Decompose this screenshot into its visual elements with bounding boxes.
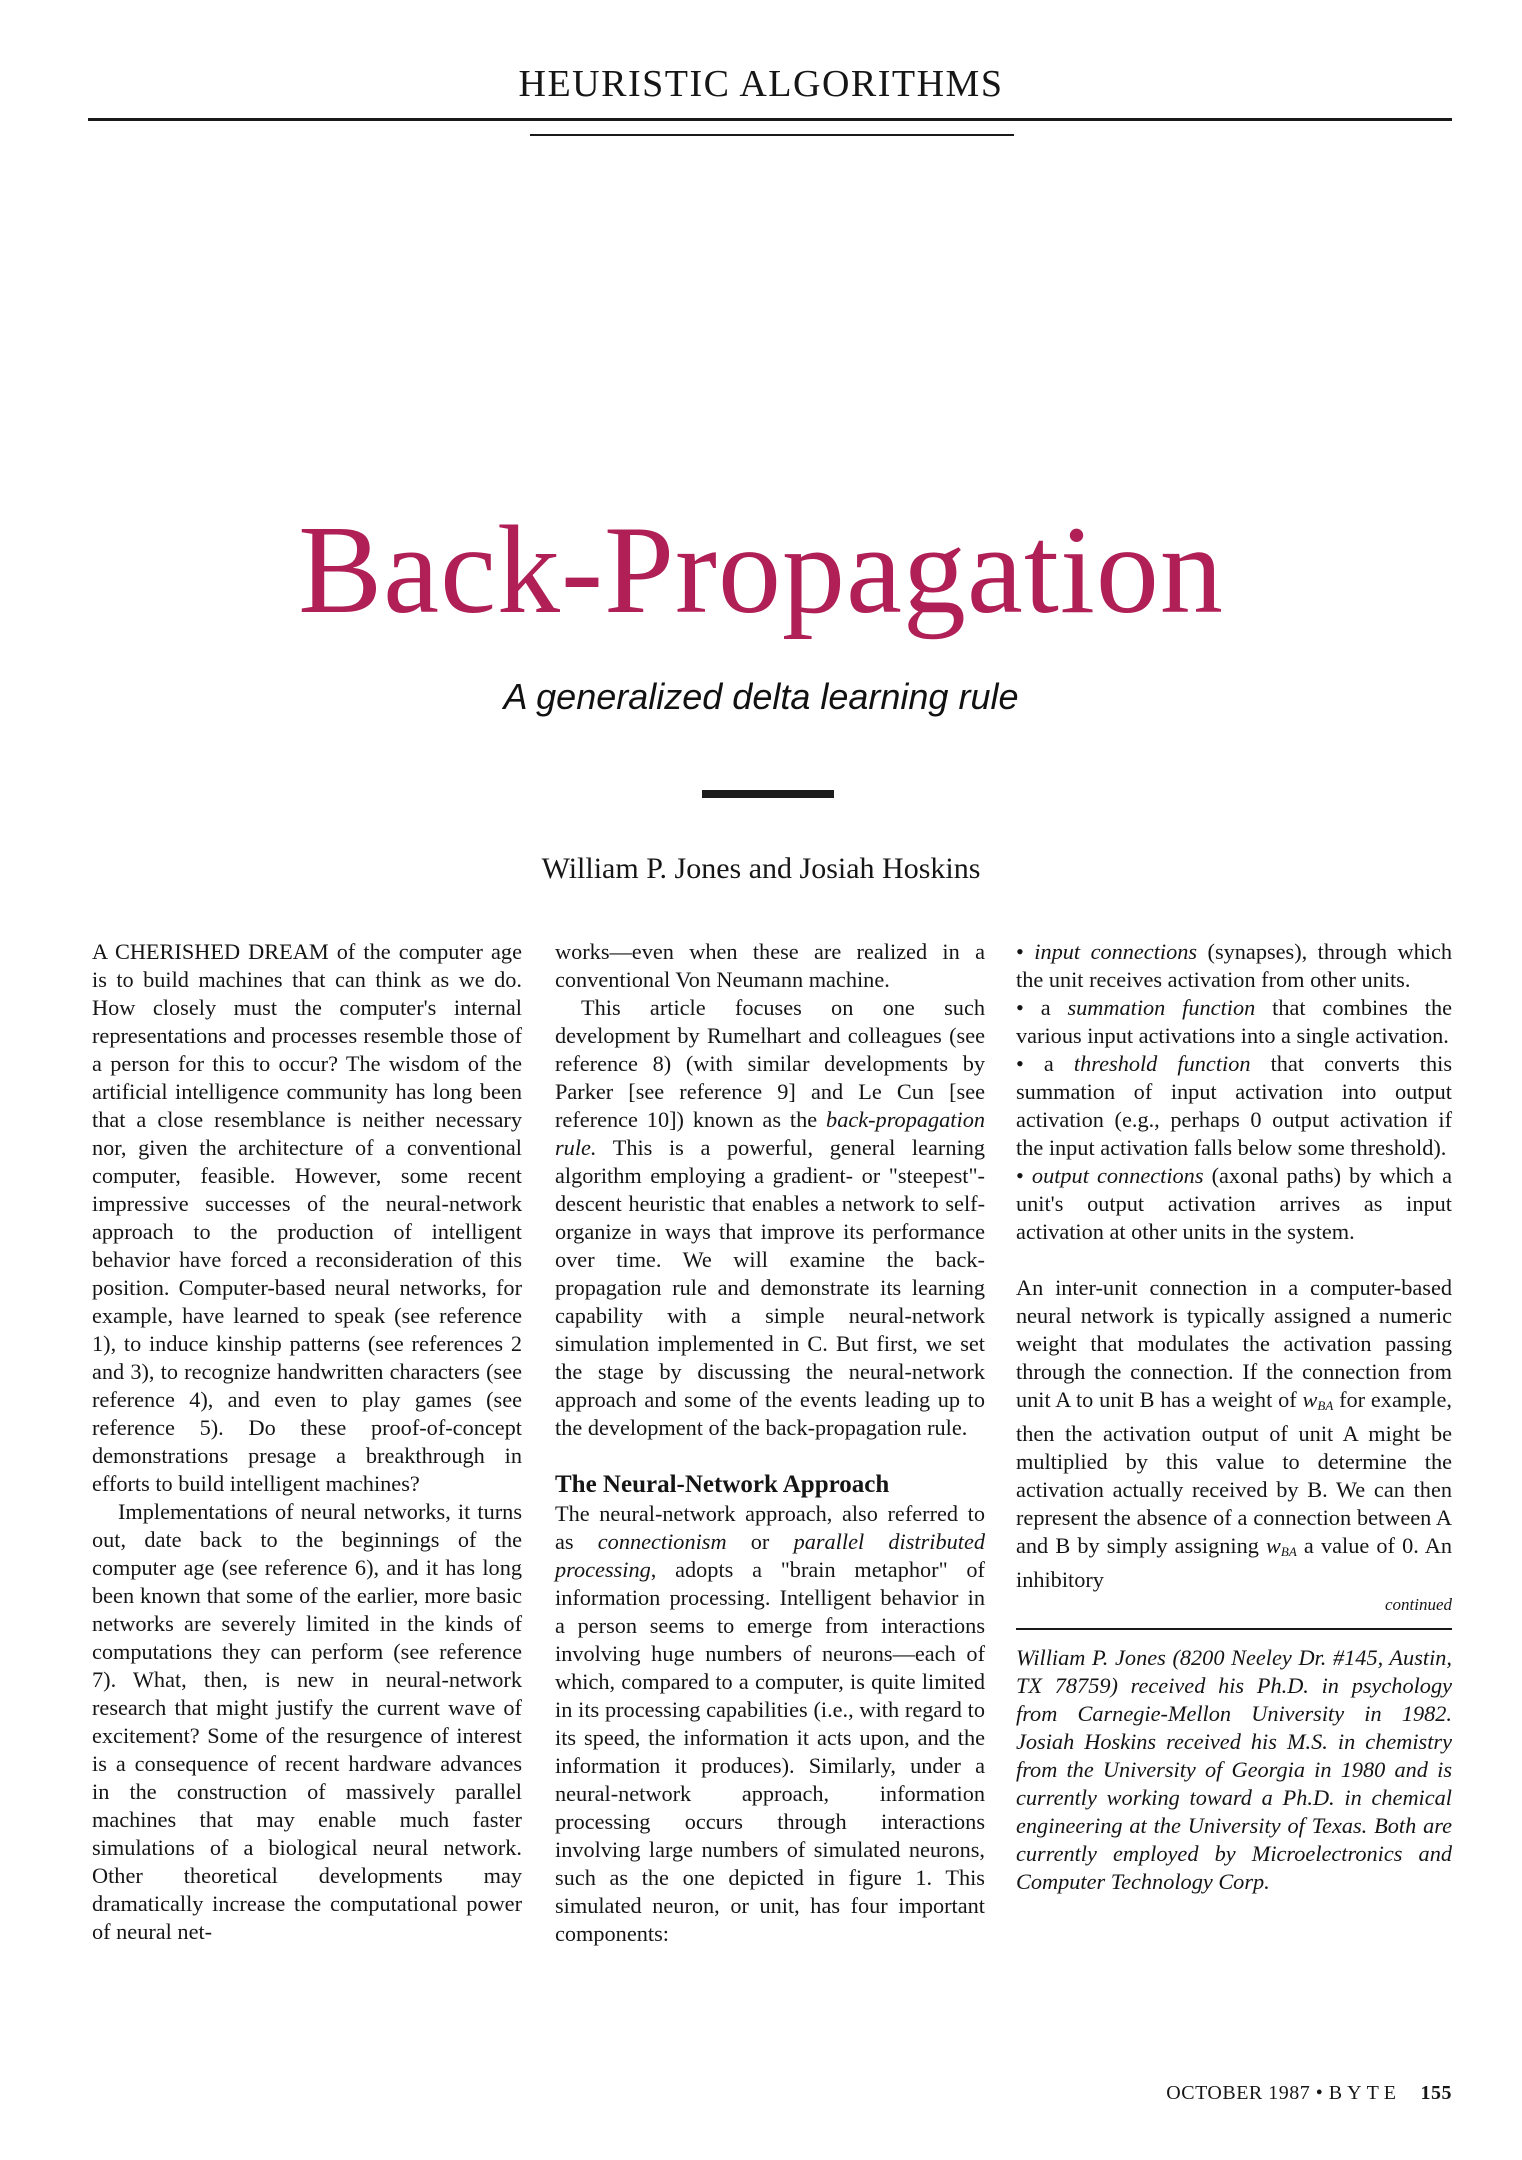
emphasis: output connections <box>1031 1163 1204 1188</box>
paragraph-text: for example, then the activation output of unit A might be multiplied by this value to determine the activation actually received by B. We can then represent the absence of a connection between A and B by simply assigning <box>1016 1387 1453 1558</box>
magazine-name: BYTE <box>1328 2082 1401 2104</box>
section-header: HEURISTIC ALGORITHMS <box>518 63 1004 105</box>
paragraph-text: , adopts a "brain metaphor" of information processing. Intelligent behavior in a person seems to emerge from interactions involving huge numbers of neurons—each of which, compared to a computer, is quite limited in its processing capabilities (i.e., with regard to its speed, the information it acts upon, and the information it produces). Similarly, under a neural-network approach, information processing occurs through interactions involving large numbers of simulated neurons, such as the one depicted in figure 1. This simulated neuron, or unit, has four important components: <box>555 1557 985 1946</box>
paragraph-text: This is a powerful, general learning algorithm employing a gradient- or "steepest"-descent heuristic that enables a network to self-organize in ways that improve its performance over time. We will examine the back-propagation rule and demonstrate its learning capability with a simple neural-network simulation implemented in C. But first, we set the stage by discussing the neural-network approach and some of the events leading up to the development of the back-propagation rule. <box>555 1135 985 1440</box>
paragraph-text: (synapses), through which the unit receives activation from other units. <box>1016 939 1452 992</box>
emphasis: connectionism <box>597 1529 727 1554</box>
paragraph-text: that combines the various input activations into a single activation. <box>1016 995 1452 1048</box>
paragraph <box>1016 1274 1452 1594</box>
paragraph-text: This article focuses on one such development by Rumelhart and colleagues (see reference 8) (with similar developments by Parker [see reference 9] and Le Cun [see reference 10]) known as the <box>555 995 985 1132</box>
byline: William P. Jones and Josiah Hoskins <box>541 852 981 885</box>
weight-letter: w <box>1302 1387 1318 1412</box>
bullet-item <box>1016 1050 1452 1162</box>
paragraph-text: that converts this summation of input activation into output activation (e.g., perhaps 0 output activation if the input activation falls below some threshold). <box>1016 1051 1452 1160</box>
page-number: 155 <box>1420 2082 1452 2104</box>
paragraph-text: An inter-unit connection in a computer-based neural network is typically assigned a numeric weight that modulates the activation passing through the connection. If the connection from unit A to unit B has a weight of <box>1016 1275 1452 1412</box>
page-footer <box>1166 2082 1452 2105</box>
paragraph-text: or <box>726 1529 794 1554</box>
header-underline <box>530 134 1014 136</box>
emphasis: parallel distributed processing <box>555 1529 985 1582</box>
bullet-icon: • <box>1016 939 1024 964</box>
header-rule <box>88 118 1452 121</box>
bullet-icon: • <box>1016 995 1024 1020</box>
weight-symbol <box>1266 1533 1297 1558</box>
issue-date: OCTOBER 1987 <box>1166 2082 1311 2104</box>
weight-subscript: BA <box>1280 1544 1297 1559</box>
paragraph-text: of the computer age is to build machines that can think as we do. How closely must the computer's internal representations and processes resemble those of a person for this to occur? The wisdom of the artificial intelligence community has long been that a close resemblance is neither necessary nor, given the architecture of a conventional computer, feasible. However, some recent impressive successes of the neural-network approach to the production of intelligent behavior have forced a reconsideration of this position. Computer-based neural networks, for example, have learned to speak (see reference 1), to induce kinship patterns (see references 2 and 3), to recognize handwritten characters (see reference 4), and even to play games (see reference 5). Do these proof-of-concept demonstrations presage a breakthrough in efforts to build intelligent machines? <box>92 939 522 1496</box>
section-heading: The Neural-Network Approach <box>555 1471 890 1498</box>
emphasis: input connections <box>1034 939 1198 964</box>
bullet-item <box>1016 938 1452 994</box>
column-2 <box>555 938 985 1948</box>
article-subtitle: A generalized delta learning rule <box>503 676 1019 717</box>
paragraph-text: (axonal paths) by which a unit's output activation arrives as input activation at other units in the system. <box>1016 1163 1453 1244</box>
weight-subscript: BA <box>1317 1398 1334 1413</box>
weight-symbol <box>1303 1387 1334 1412</box>
paragraph: Implementations of neural networks, it turns out, date back to the beginnings of the computer age (see reference 6), and it has long been known that some of the earlier, more basic networks are severely limited in the kinds of computations they can perform (see reference 7). What, then, is new in neural-network research that might justify the current wave of excitement? Some of the resurgence of interest is a consequence of recent hardware advances in the construction of massively parallel machines that may enable much faster simulations of a biological neural network. Other theoretical developments may dramatically increase the computational power of neural net- <box>92 1499 522 1944</box>
paragraph: works—even when these are realized in a conventional Von Neumann machine. <box>555 939 985 992</box>
column-1 <box>92 938 522 1946</box>
paragraph <box>555 1500 985 1948</box>
weight-letter: w <box>1266 1533 1281 1558</box>
bullet-item <box>1016 1162 1452 1246</box>
paragraph-text: a <box>1043 1051 1074 1076</box>
lead-in: A CHERISHED DREAM <box>92 939 329 964</box>
bullet-icon: • <box>1016 1051 1024 1076</box>
paragraph <box>92 938 522 1498</box>
emphasis: summation function <box>1067 995 1256 1020</box>
separator-dot: • <box>1315 2082 1324 2104</box>
paragraph-text: The neural-network approach, also referred to as <box>555 1501 985 1554</box>
column-3 <box>1016 938 1452 1896</box>
bullet-item <box>1016 994 1452 1050</box>
emphasis: back-propagation rule. <box>555 1107 985 1160</box>
bullet-icon: • <box>1016 1163 1024 1188</box>
paragraph-text: a value of 0. An inhibitory <box>1016 1533 1452 1592</box>
emphasis: threshold function <box>1073 1051 1251 1076</box>
bio-divider <box>1016 1628 1452 1630</box>
paragraph <box>555 994 985 1442</box>
continued-label: continued <box>1384 1595 1452 1614</box>
title-divider <box>702 790 834 798</box>
paragraph-text: a <box>1040 995 1068 1020</box>
article-title: Back-Propagation <box>298 501 1224 640</box>
author-bio: William P. Jones (8200 Neeley Dr. #145, Austin, TX 78759) received his Ph.D. in psychology from Carnegie-Mellon University in 1982. Josiah Hoskins received his M.S. in chemistry from the University of Georgia in 1980 and is currently working toward a Ph.D. in chemical engineering at the University of Texas. Both are currently employed by Microelectronics and Computer Technology Corp. <box>1016 1645 1452 1894</box>
